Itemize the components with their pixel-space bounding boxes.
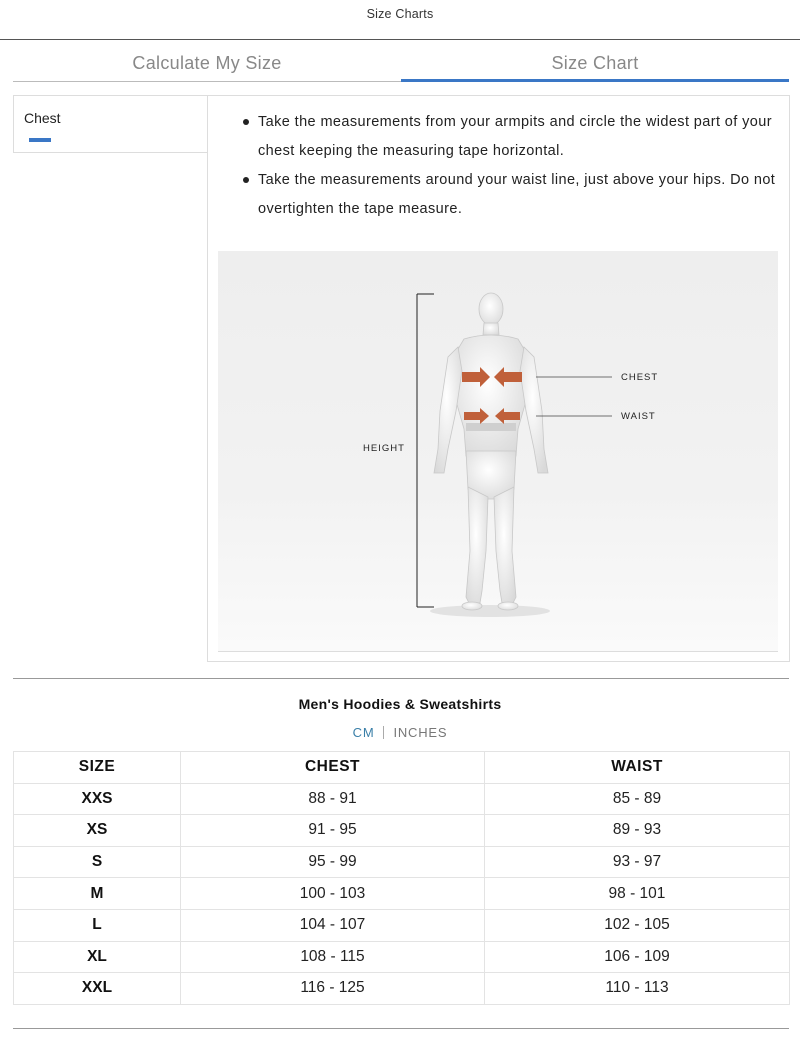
measurement-panel bbox=[207, 95, 790, 662]
chest-label: CHEST bbox=[621, 372, 659, 383]
table-row bbox=[14, 941, 790, 973]
tab-size-chart[interactable] bbox=[401, 44, 789, 82]
size-cell: XL bbox=[14, 941, 181, 973]
table-row bbox=[14, 973, 790, 1005]
chest-cell: 116 - 125 bbox=[181, 973, 485, 1005]
tab-calculate-my-size[interactable] bbox=[13, 44, 401, 82]
waist-cell: 102 - 105 bbox=[485, 909, 790, 941]
table-row bbox=[14, 815, 790, 847]
waist-cell: 110 - 113 bbox=[485, 973, 790, 1005]
page-title: Size Charts bbox=[366, 7, 434, 21]
measurement-sidebar bbox=[13, 95, 208, 153]
size-cell: S bbox=[14, 846, 181, 878]
unit-toggle bbox=[0, 725, 800, 740]
waist-cell: 106 - 109 bbox=[485, 941, 790, 973]
body-figure-svg bbox=[218, 251, 778, 651]
list-item bbox=[238, 166, 783, 224]
size-cell: XXS bbox=[14, 783, 181, 815]
size-cell: M bbox=[14, 878, 181, 910]
waistband bbox=[466, 423, 516, 431]
table-header-row bbox=[14, 752, 790, 784]
unit-separator bbox=[383, 726, 384, 739]
waist-cell: 93 - 97 bbox=[485, 846, 790, 878]
waist-cell: 89 - 93 bbox=[485, 815, 790, 847]
tab-label: Size Chart bbox=[551, 53, 639, 73]
body-measurement-figure bbox=[218, 251, 778, 652]
column-header-size: SIZE bbox=[14, 752, 181, 784]
table-row bbox=[14, 783, 790, 815]
size-table bbox=[13, 751, 790, 1005]
waist-label: WAIST bbox=[621, 411, 656, 422]
size-cell: XXL bbox=[14, 973, 181, 1005]
tab-label: Calculate My Size bbox=[132, 53, 282, 73]
floor-shadow bbox=[430, 605, 550, 617]
list-item bbox=[238, 108, 783, 166]
instruction-text: Take the measurements from your armpits and circle the widest part of your chest keeping the measuring tape horizontal. bbox=[258, 114, 772, 159]
unit-inches-button[interactable]: INCHES bbox=[393, 725, 448, 740]
bullet-icon bbox=[243, 119, 249, 125]
chest-cell: 108 - 115 bbox=[181, 941, 485, 973]
chest-cell: 95 - 99 bbox=[181, 846, 485, 878]
height-label: HEIGHT bbox=[363, 443, 405, 454]
column-header-waist: WAIST bbox=[485, 752, 790, 784]
size-table-title: Men's Hoodies & Sweatshirts bbox=[298, 696, 502, 712]
chest-cell: 91 - 95 bbox=[181, 815, 485, 847]
table-row bbox=[14, 846, 790, 878]
body-icon bbox=[434, 293, 548, 610]
bullet-icon bbox=[243, 177, 249, 183]
unit-cm-button[interactable]: CM bbox=[352, 725, 375, 740]
table-row bbox=[14, 878, 790, 910]
waist-cell: 98 - 101 bbox=[485, 878, 790, 910]
column-header-chest: CHEST bbox=[181, 752, 485, 784]
instructions-list bbox=[238, 108, 783, 224]
sidebar-item-chest[interactable]: Chest bbox=[24, 110, 61, 126]
active-indicator bbox=[29, 138, 51, 142]
waist-cell: 85 - 89 bbox=[485, 783, 790, 815]
size-cell: XS bbox=[14, 815, 181, 847]
chest-cell: 104 - 107 bbox=[181, 909, 485, 941]
chest-cell: 88 - 91 bbox=[181, 783, 485, 815]
table-row bbox=[14, 909, 790, 941]
header-bar bbox=[0, 0, 800, 40]
section-divider bbox=[13, 1028, 789, 1029]
size-cell: L bbox=[14, 909, 181, 941]
chest-cell: 100 - 103 bbox=[181, 878, 485, 910]
instruction-text: Take the measurements around your waist line, just above your hips. Do not overtighten the tape measure. bbox=[258, 172, 776, 217]
section-divider bbox=[13, 678, 789, 679]
tab-bar bbox=[13, 44, 789, 81]
